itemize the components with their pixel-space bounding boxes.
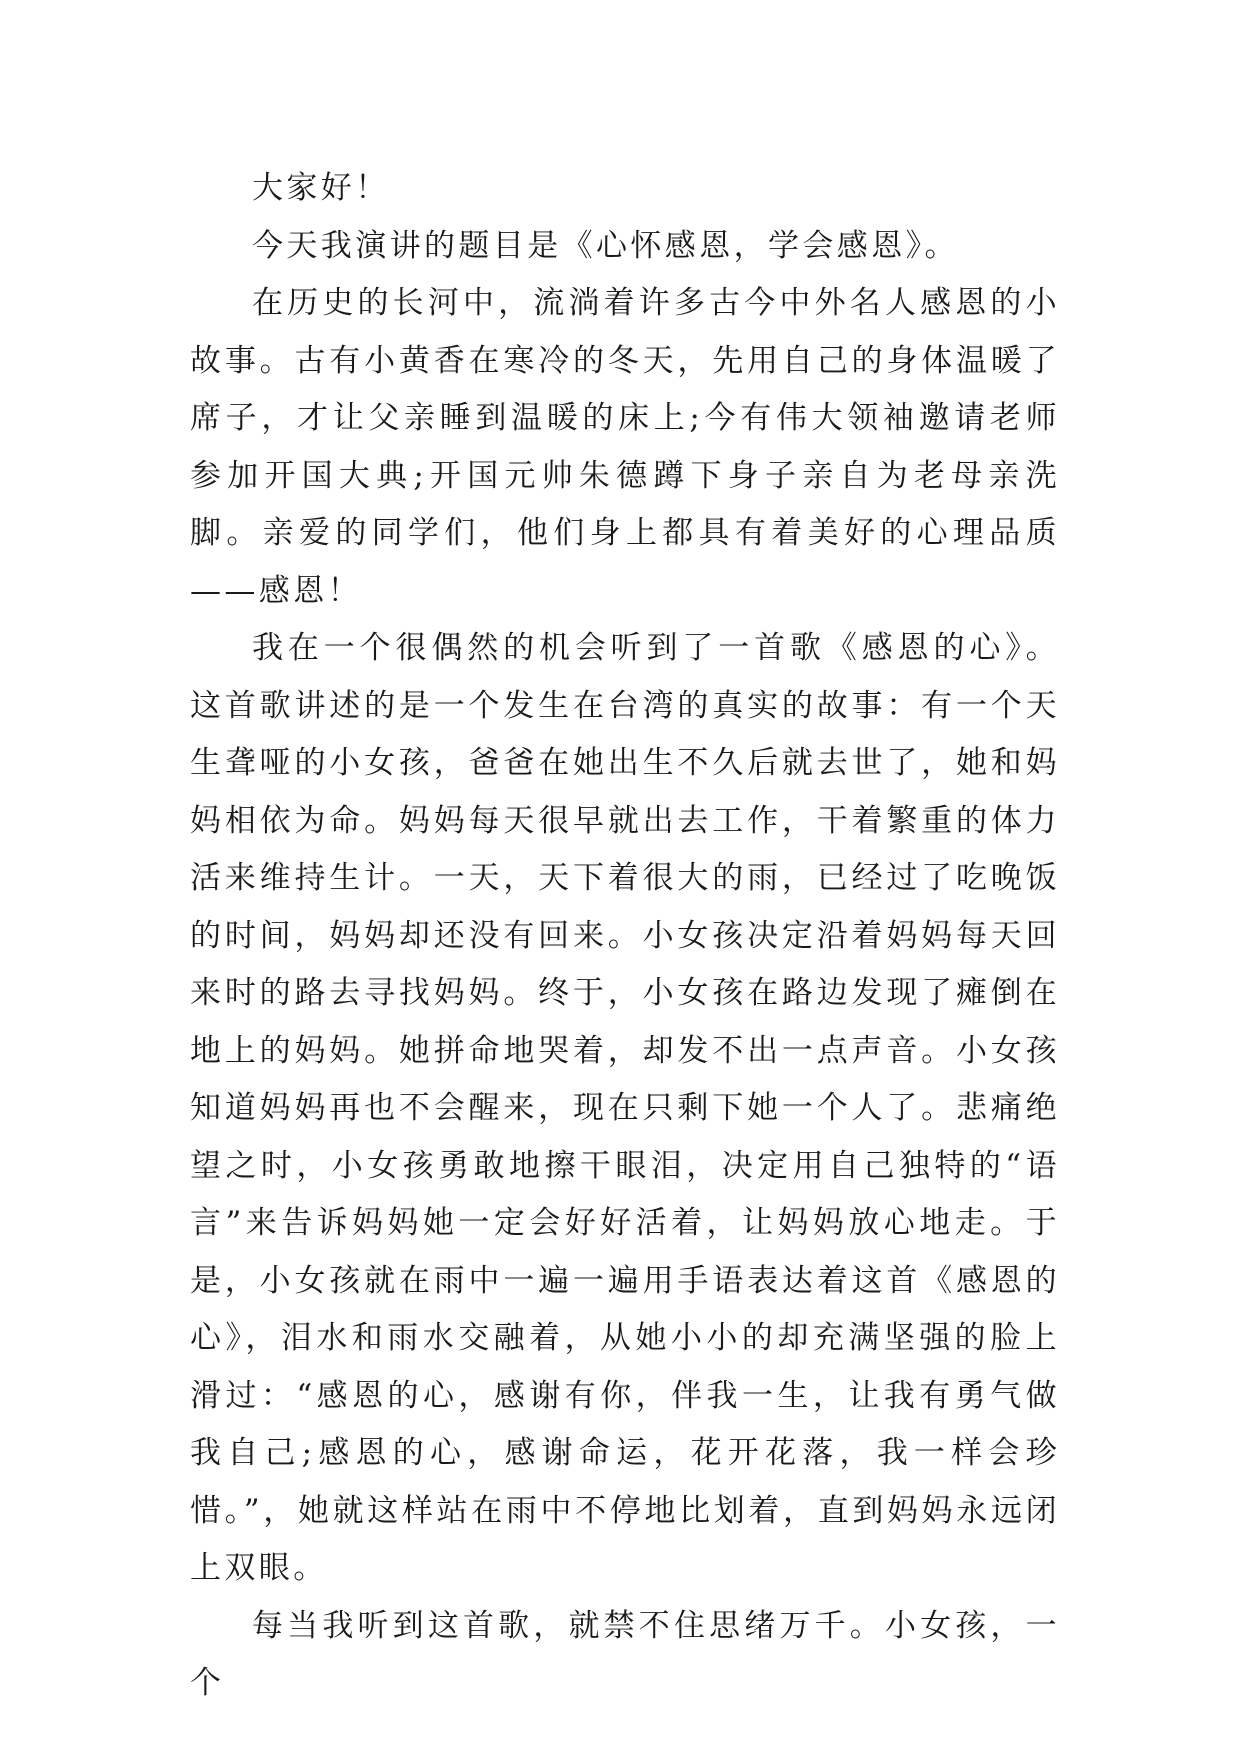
paragraph-topic: 今天我演讲的题目是《心怀感恩，学会感恩》。: [252, 227, 959, 264]
document-body: [190, 160, 1060, 1713]
paragraph-greeting: 大家好！: [252, 170, 390, 206]
paragraph-reflection: 每当我听到这首歌，就禁不住思绪万千。小女孩，一个: [190, 1607, 1060, 1701]
paragraph-history: 在历史的长河中，流淌着许多古今中外名人感恩的小故事。古有小黄香在寒冷的冬天，先用自己的身体温暖了席子，才让父亲睡到温暖的床上;今有伟大领袖邀请老师参加开国大典;开国元帅朱德蹲下身子亲自为老母亲洗脚。亲爱的同学们，他们身上都具有着美好的心理品质——感恩！: [190, 285, 1060, 609]
paragraph-story: 我在一个很偶然的机会听到了一首歌《感恩的心》。这首歌讲述的是一个发生在台湾的真实的故事：有一个天生聋哑的小女孩，爸爸在她出生不久后就去世了，她和妈妈相依为命。妈妈每天很早就出去工作，干着繁重的体力活来维持生计。一天，天下着很大的雨，已经过了吃晚饭的时间，妈妈却还没有回来。小女孩决定沿着妈妈每天回来时的路去寻找妈妈。终于，小女孩在路边发现了瘫倒在地上的妈妈。她拼命地哭着，却发不出一点声音。小女孩知道妈妈再也不会醒来，现在只剩下她一个人了。悲痛绝望之时，小女孩勇敢地擦干眼泪，决定用自己独特的“语言”来告诉妈妈她一定会好好活着，让妈妈放心地走。于是，小女孩就在雨中一遍一遍用手语表达着这首《感恩的心》，泪水和雨水交融着，从她小小的却充满坚强的脸上滑过：“感恩的心，感谢有你，伴我一生，让我有勇气做我自己;感恩的心，感谢命运，花开花落，我一样会珍惜。”，她就这样站在雨中不停地比划着，直到妈妈永远闭上双眼。: [190, 630, 1060, 1586]
